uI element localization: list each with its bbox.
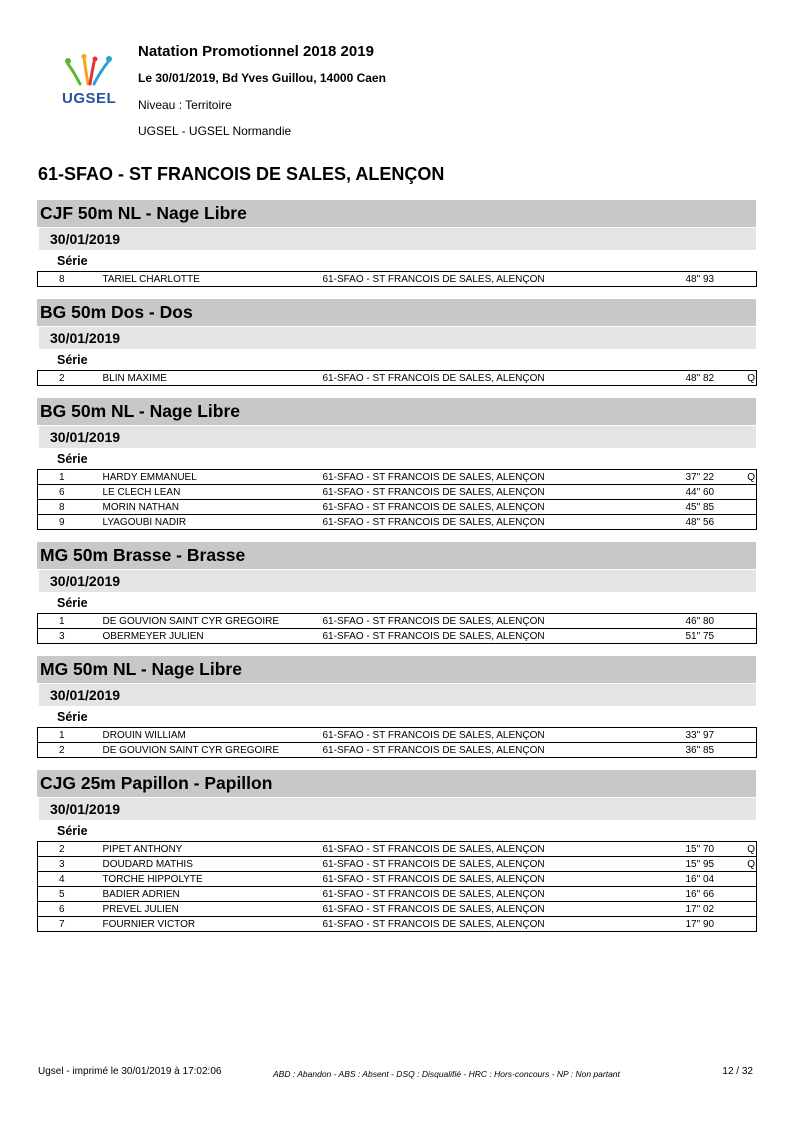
swimmer-club: 61-SFAO - ST FRANCOIS DE SALES, ALENÇON	[320, 887, 680, 902]
meet-level: Niveau : Territoire	[138, 98, 232, 112]
result-rank: 6	[38, 902, 100, 917]
swimmer-name: PIPET ANTHONY	[100, 842, 320, 857]
table-row	[38, 371, 757, 386]
result-rank: 9	[38, 515, 100, 530]
result-time: 16" 66	[680, 887, 746, 902]
header-lines	[138, 40, 386, 144]
result-time: 17" 90	[680, 917, 746, 932]
swimmer-name: TARIEL CHARLOTTE	[100, 272, 320, 287]
serie-label: Série	[57, 596, 88, 610]
table-row	[38, 470, 757, 485]
result-rank: 8	[38, 272, 100, 287]
print-timestamp: Ugsel - imprimé le 30/01/2019 à 17:02:06	[38, 1066, 222, 1077]
swimmer-club: 61-SFAO - ST FRANCOIS DE SALES, ALENÇON	[320, 902, 680, 917]
table-row	[38, 272, 757, 287]
result-time: 48" 82	[680, 371, 746, 386]
result-time: 37" 22	[680, 470, 746, 485]
club-title: 61-SFAO - ST FRANCOIS DE SALES, ALENÇON	[38, 164, 445, 184]
qualified-flag: Q	[747, 471, 755, 483]
swimmer-name: BLIN MAXIME	[100, 371, 320, 386]
event-block	[37, 770, 756, 932]
meet-title: Natation Promotionnel 2018 2019	[138, 43, 374, 60]
event-date: 30/01/2019	[39, 327, 756, 349]
swimmer-club: 61-SFAO - ST FRANCOIS DE SALES, ALENÇON	[320, 272, 680, 287]
result-time: 15" 70	[680, 842, 746, 857]
result-time: 36" 85	[680, 743, 746, 758]
event-title: MG 50m Brasse - Brasse	[37, 542, 756, 569]
result-rank: 1	[38, 728, 100, 743]
swimmer-club: 61-SFAO - ST FRANCOIS DE SALES, ALENÇON	[320, 857, 680, 872]
result-time: 15" 95	[680, 857, 746, 872]
result-rank: 8	[38, 500, 100, 515]
swimmer-name: PREVEL JULIEN	[100, 902, 320, 917]
logo-text: UGSEL	[62, 90, 117, 107]
swimmer-name: LE CLECH LEAN	[100, 485, 320, 500]
swimmer-club: 61-SFAO - ST FRANCOIS DE SALES, ALENÇON	[320, 371, 680, 386]
swimmer-club: 61-SFAO - ST FRANCOIS DE SALES, ALENÇON	[320, 470, 680, 485]
swimmer-club: 61-SFAO - ST FRANCOIS DE SALES, ALENÇON	[320, 872, 680, 887]
table-row	[38, 902, 757, 917]
serie-label: Série	[57, 710, 88, 724]
page-number: 12 / 32	[722, 1066, 753, 1077]
abbreviation-legend: ABD : Abandon - ABS : Absent - DSQ : Disqualifié - HRC : Hors-concours - NP : Non partant	[273, 1069, 620, 1079]
results-table	[37, 370, 757, 386]
result-rank: 1	[38, 614, 100, 629]
swimmer-name: DROUIN WILLIAM	[100, 728, 320, 743]
result-rank: 5	[38, 887, 100, 902]
event-date: 30/01/2019	[39, 426, 756, 448]
table-row	[38, 743, 757, 758]
table-row	[38, 917, 757, 932]
result-time: 44" 60	[680, 485, 746, 500]
table-row	[38, 887, 757, 902]
qualified-flag	[746, 485, 757, 500]
qualified-flag	[746, 743, 757, 758]
swimmer-name: OBERMEYER JULIEN	[100, 629, 320, 644]
swimmer-name: DE GOUVION SAINT CYR GREGOIRE	[100, 743, 320, 758]
swimmer-name: TORCHE HIPPOLYTE	[100, 872, 320, 887]
swimmer-club: 61-SFAO - ST FRANCOIS DE SALES, ALENÇON	[320, 743, 680, 758]
qualified-flag	[746, 614, 757, 629]
qualified-flag	[746, 917, 757, 932]
swimmer-club: 61-SFAO - ST FRANCOIS DE SALES, ALENÇON	[320, 842, 680, 857]
page-footer	[38, 1066, 756, 1082]
result-time: 48" 56	[680, 515, 746, 530]
serie-label: Série	[57, 452, 88, 466]
event-date: 30/01/2019	[39, 570, 756, 592]
table-row	[38, 515, 757, 530]
ugsel-logo	[60, 54, 130, 114]
event-title: CJG 25m Papillon - Papillon	[37, 770, 756, 797]
result-rank: 3	[38, 857, 100, 872]
qualified-flag	[746, 629, 757, 644]
ugsel-logo-figures-icon	[60, 54, 130, 90]
result-rank: 4	[38, 872, 100, 887]
document-header	[60, 40, 760, 150]
qualified-flag	[746, 902, 757, 917]
event-date: 30/01/2019	[39, 684, 756, 706]
event-block	[37, 200, 756, 287]
swimmer-name: BADIER ADRIEN	[100, 887, 320, 902]
result-time: 17" 02	[680, 902, 746, 917]
swimmer-name: MORIN NATHAN	[100, 500, 320, 515]
result-time: 16" 04	[680, 872, 746, 887]
table-row	[38, 842, 757, 857]
result-rank: 2	[38, 743, 100, 758]
qualified-flag	[746, 515, 757, 530]
swimmer-club: 61-SFAO - ST FRANCOIS DE SALES, ALENÇON	[320, 917, 680, 932]
table-row	[38, 872, 757, 887]
meet-date-location: Le 30/01/2019, Bd Yves Guillou, 14000 Caen	[138, 71, 386, 85]
table-row	[38, 728, 757, 743]
qualified-flag: Q	[747, 843, 755, 855]
result-rank: 6	[38, 485, 100, 500]
results-table	[37, 613, 757, 644]
result-rank: 2	[38, 842, 100, 857]
result-time: 48" 93	[680, 272, 746, 287]
swimmer-name: LYAGOUBI NADIR	[100, 515, 320, 530]
swimmer-club: 61-SFAO - ST FRANCOIS DE SALES, ALENÇON	[320, 500, 680, 515]
swimmer-club: 61-SFAO - ST FRANCOIS DE SALES, ALENÇON	[320, 485, 680, 500]
table-row	[38, 857, 757, 872]
result-rank: 7	[38, 917, 100, 932]
swimmer-name: FOURNIER VICTOR	[100, 917, 320, 932]
table-row	[38, 485, 757, 500]
swimmer-club: 61-SFAO - ST FRANCOIS DE SALES, ALENÇON	[320, 629, 680, 644]
swimmer-name: DE GOUVION SAINT CYR GREGOIRE	[100, 614, 320, 629]
result-time: 33" 97	[680, 728, 746, 743]
result-rank: 3	[38, 629, 100, 644]
swimmer-club: 61-SFAO - ST FRANCOIS DE SALES, ALENÇON	[320, 728, 680, 743]
result-time: 51" 75	[680, 629, 746, 644]
meet-organization: UGSEL - UGSEL Normandie	[138, 124, 292, 138]
result-rank: 1	[38, 470, 100, 485]
qualified-flag	[746, 728, 757, 743]
swimmer-name: HARDY EMMANUEL	[100, 470, 320, 485]
serie-label: Série	[57, 353, 88, 367]
results-table	[37, 469, 757, 530]
qualified-flag	[746, 500, 757, 515]
events-list	[37, 200, 756, 944]
event-title: BG 50m Dos - Dos	[37, 299, 756, 326]
event-title: BG 50m NL - Nage Libre	[37, 398, 756, 425]
results-table	[37, 727, 757, 758]
result-rank: 2	[38, 371, 100, 386]
qualified-flag: Q	[747, 372, 755, 384]
event-block	[37, 542, 756, 644]
table-row	[38, 614, 757, 629]
serie-label: Série	[57, 254, 88, 268]
swimmer-club: 61-SFAO - ST FRANCOIS DE SALES, ALENÇON	[320, 515, 680, 530]
result-time: 45" 85	[680, 500, 746, 515]
table-row	[38, 629, 757, 644]
event-date: 30/01/2019	[39, 798, 756, 820]
event-block	[37, 656, 756, 758]
event-date: 30/01/2019	[39, 228, 756, 250]
event-title: CJF 50m NL - Nage Libre	[37, 200, 756, 227]
qualified-flag	[746, 272, 757, 287]
qualified-flag	[746, 887, 757, 902]
qualified-flag: Q	[747, 858, 755, 870]
event-block	[37, 299, 756, 386]
swimmer-name: DOUDARD MATHIS	[100, 857, 320, 872]
table-row	[38, 500, 757, 515]
event-title: MG 50m NL - Nage Libre	[37, 656, 756, 683]
swimmer-club: 61-SFAO - ST FRANCOIS DE SALES, ALENÇON	[320, 614, 680, 629]
qualified-flag	[746, 872, 757, 887]
result-time: 46" 80	[680, 614, 746, 629]
results-table	[37, 841, 757, 932]
event-block	[37, 398, 756, 530]
serie-label: Série	[57, 824, 88, 838]
results-table	[37, 271, 757, 287]
